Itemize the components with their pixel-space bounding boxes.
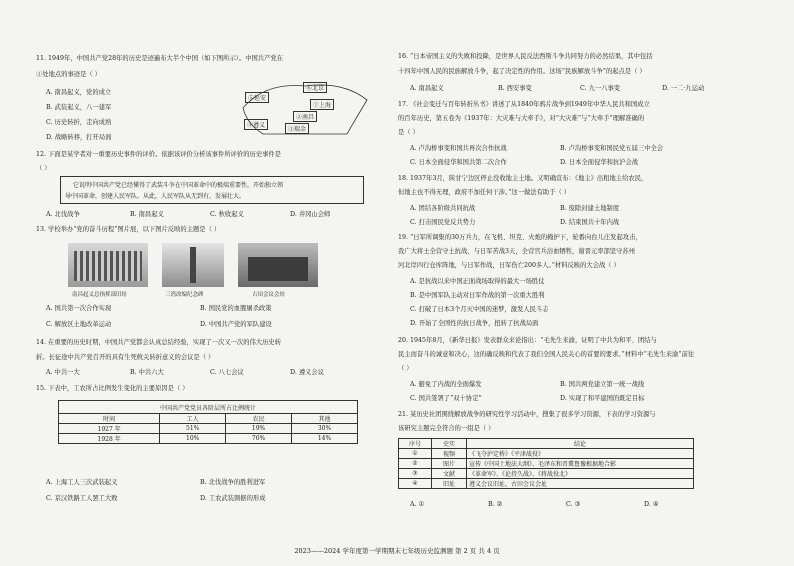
q20-option-d[interactable]: D. 实现了和平建国的既定目标 bbox=[560, 395, 645, 402]
q21-line-2: 该研究主题完全符合的一组是（ ） bbox=[398, 425, 495, 432]
q18-option-d[interactable]: D. 结束国共十年内战 bbox=[560, 219, 620, 226]
q19-option-b[interactable]: B. 是中国军队主动对日军作战的第一次重大胜利 bbox=[410, 292, 545, 299]
q11-stem-1: 11. 1949年，中国共产党28年的历史是迹遍布大半个中国（如下图所示）。中国共产党在 bbox=[36, 55, 283, 62]
table-cell: 1927 年 bbox=[59, 424, 160, 434]
q12-quote-line-1: 它说明中国共产党已经懂得了武装斗争在中国革命中的极端重要性，开始独立领 bbox=[73, 182, 284, 189]
table-header-cell: 序号 bbox=[399, 439, 432, 449]
q17-line-2: 的百年历史，第五卷为《1937年：大灾难与大牵手》，对“大灾难”与“大牵手”理解准确的 bbox=[398, 115, 645, 122]
table-header-cell: 时间 bbox=[59, 414, 160, 424]
page-footer: 2023——2024 学年度第一学期期末七年级历史监测题 第 2 页 共 4 页 bbox=[294, 547, 500, 555]
table-cell: 《革命军》、《论持久战》、《将战役北》 bbox=[467, 469, 694, 479]
q12-stem-2: （ ） bbox=[36, 165, 51, 172]
q17-line-1: 17. 《社会变迁与百年转折丛书》讲述了从1840年鸦片战争到1949年中华人民共和国成立 bbox=[398, 101, 650, 108]
q19-option-c[interactable]: C. 打破了日本3个月灭中国的迷梦，激发人民斗志 bbox=[410, 306, 549, 313]
q12-option-a[interactable]: A. 北伐战争 bbox=[46, 211, 80, 218]
table-row bbox=[399, 449, 694, 459]
q15-option-d[interactable]: D. 工农武装割据的形成 bbox=[200, 495, 266, 502]
q14-option-a[interactable]: A. 中共一大 bbox=[46, 369, 80, 376]
table-row bbox=[59, 414, 358, 424]
table-cell: 10% bbox=[160, 434, 226, 444]
table-cell: 宣传《中国土地法大纲》、毛泽东和晋冀鲁豫根据地合影 bbox=[467, 459, 694, 469]
q21-table bbox=[398, 438, 694, 489]
q13-photo-2 bbox=[162, 243, 224, 287]
q13-option-b[interactable]: B. 国民党的血腥屠杀政策 bbox=[200, 305, 272, 312]
q20-line-2: 民主而奋斗的诚意和决心，这的确反映和代表了我们全国人民关心的首要的要求。”材料中“毛先生来渝”前往 bbox=[398, 351, 695, 358]
q13-caption-2: 三湾改编纪念碑 bbox=[165, 292, 204, 298]
q16-line-1: 16. “日本帝国主义的失败和投降，是世界人民反法西斯斗争共同努力的必然结果，其中包括 bbox=[398, 53, 653, 60]
q13-option-d[interactable]: D. 中国共产党的军队建设 bbox=[200, 321, 272, 328]
table-header-cell: 结论 bbox=[467, 439, 694, 449]
q13-photo-3 bbox=[238, 243, 318, 287]
q15-option-b[interactable]: B. 北伐战争的胜利进军 bbox=[200, 479, 266, 486]
table-cell: 19% bbox=[226, 424, 292, 434]
q21-line-1: 21. 某历史社团围绕解放战争的研究性学习活动中，搜集了很多学习资源，下表的学习资源与 bbox=[398, 411, 656, 418]
table-cell: 1928 年 bbox=[59, 434, 160, 444]
table-header-cell: 工人 bbox=[160, 414, 226, 424]
q19-line-1: 19. “日军所调集的30万兵力，在飞机、坦克、火炮的掩护下，轮番向台儿庄发起攻击， bbox=[398, 234, 642, 241]
q16-option-a[interactable]: A. 南昌起义 bbox=[410, 85, 444, 92]
q14-option-d[interactable]: D. 遵义会议 bbox=[290, 369, 325, 376]
q21-option-c[interactable]: C. ③ bbox=[566, 501, 581, 508]
table-cell: ② bbox=[399, 459, 432, 469]
q16-option-d[interactable]: D. 一二·九运动 bbox=[662, 85, 705, 92]
table-header-cell: 农民 bbox=[226, 414, 292, 424]
q13-stem: 13. 学校举办“党的奋斗历程”图片展，以下图片反映的主题是（ ） bbox=[36, 226, 221, 233]
map-label-zunyi: ④遵义 bbox=[244, 119, 268, 130]
q15-option-c[interactable]: C. 京汉铁路工人罢工大败 bbox=[46, 495, 118, 502]
q14-stem-1: 14. 在重要的历史时期，中国共产党都会认真总结经验，实现了一次又一次的伟大历史转 bbox=[36, 339, 282, 346]
q13-caption-1: 南昌起义总指挥部旧址 bbox=[72, 292, 128, 298]
q19-line-2: 我广大将士全营守土抗战，与日军苦战3天，全营官兵浴血牺牲，谢晋元率部坚守苏州 bbox=[398, 248, 635, 255]
q17-line-3: 是（ ） bbox=[398, 129, 419, 136]
table-row bbox=[399, 439, 694, 449]
q11-option-b[interactable]: B. 武装起义，八一建军 bbox=[46, 104, 112, 111]
q19-option-a[interactable]: A. 是抗战以来中国正面战场取得的最大一场胜仗 bbox=[410, 278, 545, 285]
q13-option-a[interactable]: A. 国共第一次合作实现 bbox=[46, 305, 112, 312]
table-cell: 图片 bbox=[432, 459, 467, 469]
table-cell: ① bbox=[399, 449, 432, 459]
q11-option-a[interactable]: A. 南昌起义，党的成立 bbox=[46, 89, 112, 96]
table-row bbox=[59, 434, 358, 444]
table-row bbox=[59, 424, 358, 434]
q20-option-c[interactable]: C. 国共签署了“双十协定” bbox=[410, 395, 482, 402]
q12-stem-1: 12. 下面是某学者对一重要历史事件的评价。依据该评价分析该事件所评价的历史事件是 bbox=[36, 151, 282, 158]
q16-line-2: 十四年中国人民的民族解放斗争，起了决定性的作用。这场“民族解放斗争”的起点是（ ） bbox=[398, 68, 646, 75]
table-cell: 51% bbox=[160, 424, 226, 434]
map-label-beijing: ⑥北京 bbox=[303, 82, 327, 93]
q12-option-c[interactable]: C. 秋收起义 bbox=[210, 211, 244, 218]
q17-option-d[interactable]: D. 日本全面侵华和抗沪会战 bbox=[560, 159, 639, 166]
q18-option-c[interactable]: C. 打击国民党反共势力 bbox=[410, 219, 476, 226]
q16-option-c[interactable]: C. 九一八事变 bbox=[580, 85, 621, 92]
q15-table-title: 中国共产党党员各阶层所占比例统计 bbox=[59, 401, 358, 414]
q21-option-d[interactable]: D. ④ bbox=[644, 501, 659, 508]
table-cell: 文献 bbox=[432, 469, 467, 479]
table-cell: 30% bbox=[292, 424, 358, 434]
q15-option-a[interactable]: A. 上海工人三次武装起义 bbox=[46, 479, 118, 486]
q11-stem-2: ①处地点的事迹是（ ） bbox=[36, 71, 101, 78]
q15-stem: 15. 下表中，工农所占比例发生变化的主要原因是（ ） bbox=[36, 385, 189, 392]
table-header-cell: 其他 bbox=[292, 414, 358, 424]
q20-line-3: （ ） bbox=[398, 365, 413, 372]
q18-line-2: 但地主也不得无理，政府不加任何干涉。”这一做法有助于（ ） bbox=[398, 189, 571, 196]
table-cell: ③ bbox=[399, 469, 432, 479]
table-cell: 遵义会议旧址、古田会议会址 bbox=[467, 479, 694, 489]
table-cell: 《飞夺泸定桥》《平津战役》 bbox=[467, 449, 694, 459]
q21-option-a[interactable]: A. ① bbox=[410, 501, 425, 508]
q17-option-a[interactable]: A. 卢沟桥事变和国共再次合作抗战 bbox=[410, 145, 507, 152]
table-cell: 76% bbox=[226, 434, 292, 444]
map-label-yanan: ⑤延安 bbox=[245, 92, 269, 103]
q13-photo-1 bbox=[68, 243, 148, 287]
q13-caption-3: 古田会议会址 bbox=[252, 292, 286, 298]
q17-option-b[interactable]: B. 卢沟桥事变和国民党五届三中全会 bbox=[560, 145, 664, 152]
q12-option-d[interactable]: D. 井冈山会师 bbox=[290, 211, 331, 218]
q21-option-b[interactable]: B. ② bbox=[488, 501, 503, 508]
q11-map-figure bbox=[235, 78, 375, 138]
q18-line-1: 18. 1937年3月，陕甘宁边区停止没收地主土地。又明确宣布：《地主》出租地主给农民， bbox=[398, 175, 648, 182]
table-cell: ④ bbox=[399, 479, 432, 489]
map-label-ruijin: ③瑞金 bbox=[285, 123, 309, 134]
q13-option-c[interactable]: C. 解放区土地改革运动 bbox=[46, 321, 112, 328]
q15-table bbox=[58, 400, 358, 444]
q17-option-c[interactable]: C. 日本全面侵华和国共第二次合作 bbox=[410, 159, 507, 166]
q12-quote-box bbox=[60, 176, 364, 204]
q14-option-c[interactable]: C. 八七会议 bbox=[210, 369, 244, 376]
q20-line-1: 20. 1945年8月，《新华日报》发表群众来论指出：“毛先生来渝，证明了中共为和平、团结与 bbox=[398, 337, 657, 344]
map-label-shanghai: ①上海 bbox=[310, 99, 334, 110]
q12-quote-line-2: 导中国革命，创建人民军队。从此，人民军队从无到有，发展壮大。 bbox=[65, 193, 246, 200]
q18-option-b[interactable]: B. 废除封建土地制度 bbox=[560, 205, 620, 212]
q14-stem-2: 折。长征途中共产党召开的具有生死攸关转折意义的会议是（ ） bbox=[36, 354, 215, 361]
table-row bbox=[399, 459, 694, 469]
q18-option-a[interactable]: A. 团结各阶级共同抗战 bbox=[410, 205, 476, 212]
q20-option-a[interactable]: A. 避免了内战的全面爆发 bbox=[410, 381, 482, 388]
table-cell: 视频 bbox=[432, 449, 467, 459]
table-header-cell: 史实 bbox=[432, 439, 467, 449]
table-row bbox=[399, 479, 694, 489]
q11-option-d[interactable]: D. 战略转移，打开局面 bbox=[46, 134, 112, 141]
q11-option-c[interactable]: C. 历史转折，走向成熟 bbox=[46, 119, 112, 126]
table-row bbox=[399, 469, 694, 479]
table-cell: 14% bbox=[292, 434, 358, 444]
q14-option-b[interactable]: B. 中共六大 bbox=[130, 369, 164, 376]
q20-option-b[interactable]: B. 国共两党建立第一统一战线 bbox=[560, 381, 645, 388]
q16-option-b[interactable]: B. 西安事变 bbox=[498, 85, 532, 92]
q12-option-b[interactable]: B. 南昌起义 bbox=[130, 211, 164, 218]
q19-option-d[interactable]: D. 开始了全国性的抗日战争，扭转了抗战局面 bbox=[410, 320, 539, 327]
q19-line-3: 河北岸四行仓库阵地，与日军作战，日军伤亡200多人。”材料反映的大会战（ ） bbox=[398, 262, 620, 269]
map-label-nanchang: ②南昌 bbox=[293, 111, 317, 122]
table-cell: 旧址 bbox=[432, 479, 467, 489]
